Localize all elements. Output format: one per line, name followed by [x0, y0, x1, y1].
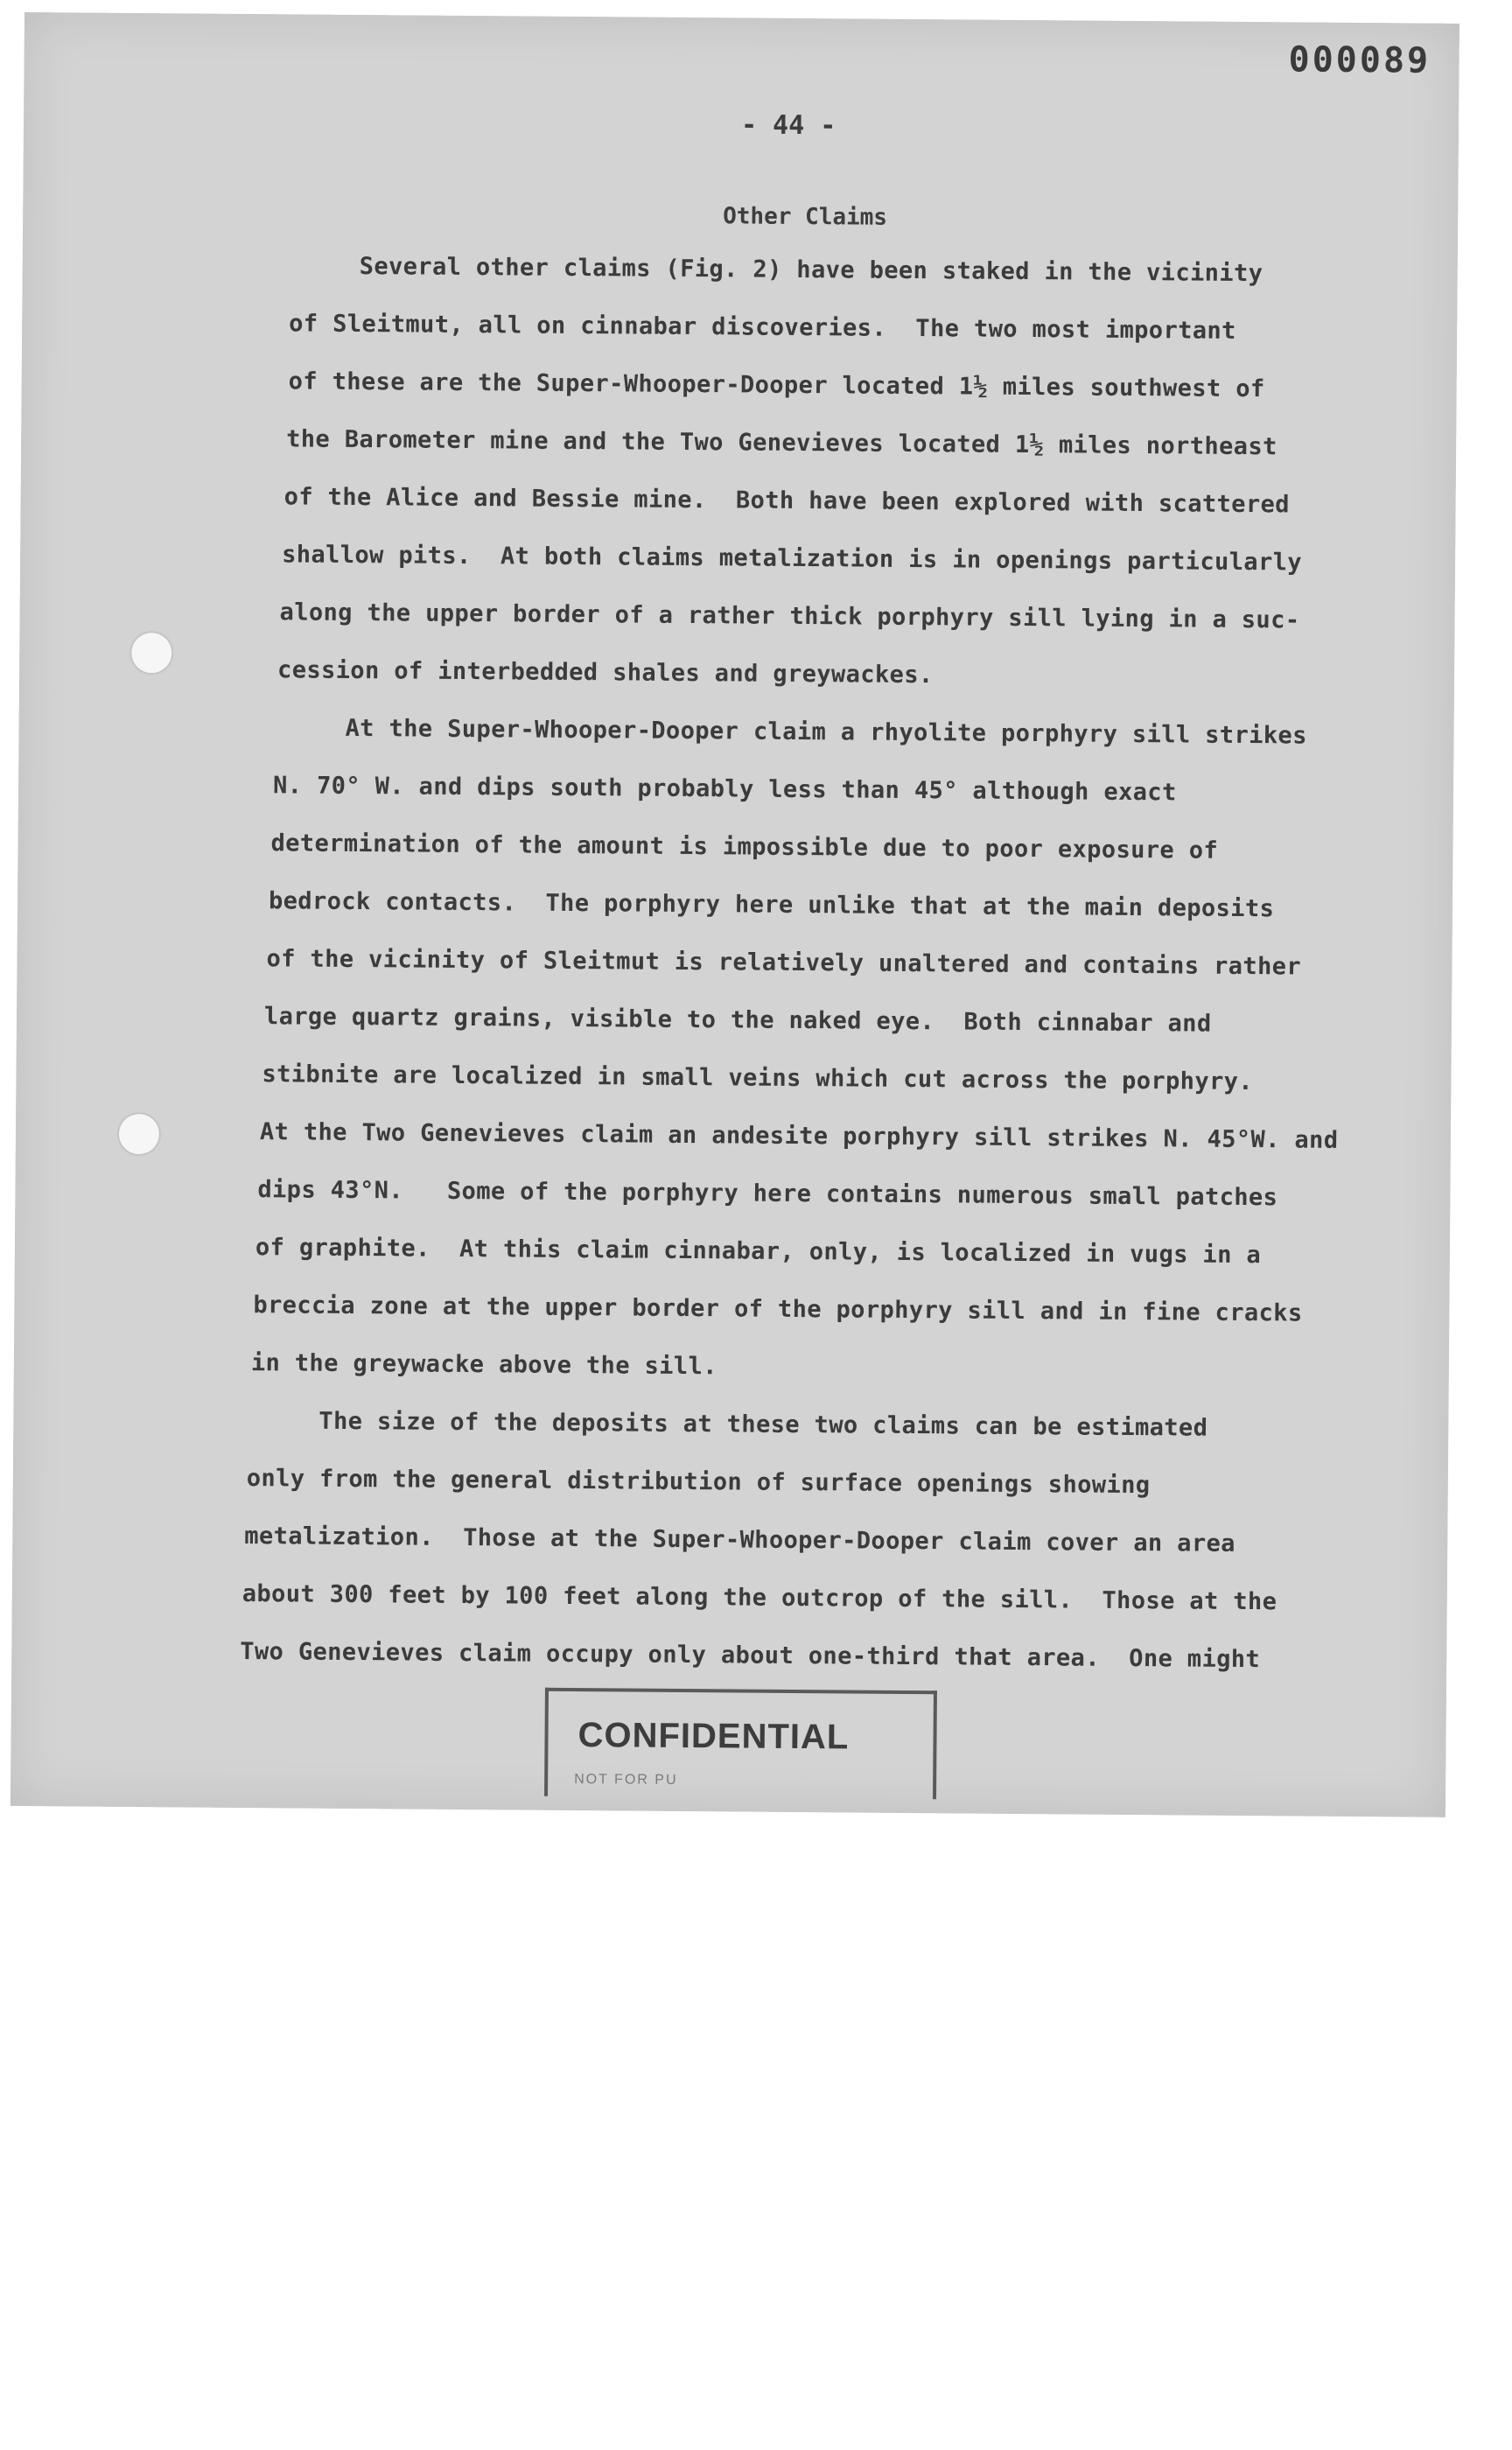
text-line: metalization. Those at the Super-Whooper-Dooper claim cover an area — [244, 1522, 1236, 1558]
punch-hole-bottom — [119, 1114, 159, 1154]
text-line: of these are the Super-Whooper-Dooper located 1½ miles southwest of — [288, 368, 1265, 403]
text-line: dips 43°N. Some of the porphyry here contains numerous small patches — [257, 1176, 1278, 1212]
section-title: Other Claims — [723, 203, 888, 231]
stamp-subtitle: NOT FOR PU — [574, 1771, 678, 1788]
document-number: 000089 — [1288, 39, 1432, 81]
text-line: large quartz grains, visible to the naked eye. Both cinnabar and — [263, 1003, 1212, 1038]
text-line: Several other claims (Fig. 2) have been staked in the vicinity — [359, 253, 1264, 288]
text-line: bedrock contacts. The porphyry here unlike that at the main deposits — [268, 887, 1275, 923]
text-line: N. 70° W. and dips south probably less than 45° although exact — [272, 772, 1177, 807]
text-line: At the Two Genevieves claim an andesite porphyry sill strikes N. 45°W. and — [259, 1118, 1339, 1154]
text-line: of the Alice and Bessie mine. Both have been explored with scattered — [284, 483, 1290, 519]
text-line: breccia zone at the upper border of the porphyry sill and in fine cracks — [253, 1292, 1303, 1327]
stamp-title: CONFIDENTIAL — [578, 1716, 850, 1757]
text-line: only from the general distribution of surface openings showing — [246, 1465, 1151, 1500]
document-page — [10, 12, 1460, 1817]
text-line: in the greywacke above the sill. — [250, 1349, 718, 1381]
text-line: At the Super-Whooper-Dooper claim a rhyolite porphyry sill strikes — [345, 714, 1307, 750]
confidential-stamp — [544, 1688, 937, 1800]
text-line: stibnite are localized in small veins which cut across the porphyry. — [262, 1060, 1254, 1096]
page-number: - 44 - — [740, 109, 836, 142]
text-line: of graphite. At this claim cinnabar, only, is localized in vugs in a — [255, 1234, 1262, 1270]
text-line: the Barometer mine and the Two Genevieves located 1½ miles northeast — [286, 425, 1278, 461]
text-line: Two Genevieves claim occupy only about one-third that area. One might — [240, 1637, 1261, 1674]
text-line: about 300 feet by 100 feet along the outcrop of the sill. Those at the — [242, 1580, 1278, 1616]
text-line: of Sleitmut, all on cinnabar discoveries. The two most important — [289, 310, 1236, 345]
text-line: cession of interbedded shales and greywackes. — [276, 656, 934, 690]
text-line: The size of the deposits at these two claims can be estimated — [318, 1407, 1208, 1442]
text-line: of the vicinity of Sleitmut is relatively unaltered and contains rather — [266, 945, 1302, 981]
punch-hole-top — [131, 633, 172, 673]
text-line: determination of the amount is impossible due to poor exposure of — [270, 830, 1219, 864]
text-line: shallow pits. At both claims metalization is in openings particularly — [282, 541, 1303, 577]
text-line: along the upper border of a rather thick porphyry sill lying in a suc- — [279, 598, 1300, 634]
